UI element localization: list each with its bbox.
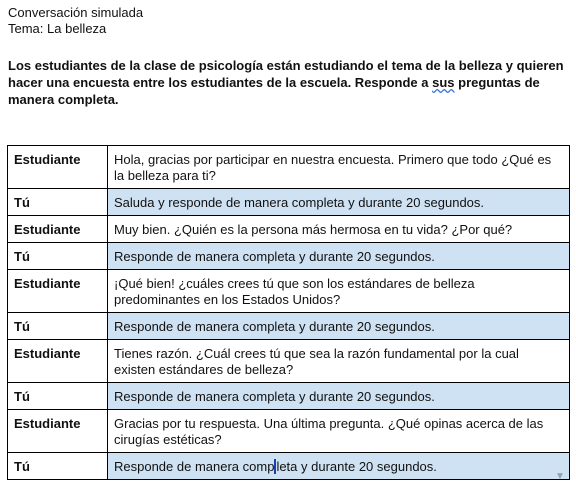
table-row — [8, 243, 570, 270]
dialog-cell[interactable]: Tienes razón. ¿Cuál crees tú que sea la razón fundamental por la cual existen estándares de belleza? — [108, 340, 570, 383]
table-row — [8, 410, 570, 453]
table-row — [8, 340, 570, 383]
speaker-cell[interactable]: Tú — [8, 189, 108, 216]
response-instruction-cell[interactable]: Saluda y responde de manera completa y durante 20 segundos. — [108, 189, 570, 216]
table-row — [8, 453, 570, 480]
table-row — [8, 313, 570, 340]
response-instruction-cell[interactable]: Responde de manera completa y durante 20 segundos. — [108, 243, 570, 270]
instructions-text-start: Los estudiantes de la clase de psicología están estudiando el tema de la belleza y quieren hacer una encuesta entre los estudiantes de la escuela. Responde a — [8, 58, 564, 90]
speaker-cell[interactable]: Estudiante — [8, 146, 108, 189]
speaker-cell[interactable]: Estudiante — [8, 216, 108, 243]
dialog-cell[interactable]: ¡Qué bien! ¿cuáles crees tú que son los estándares de belleza predominantes en los Estados Unidos? — [108, 270, 570, 313]
document-header — [8, 5, 568, 37]
speaker-cell[interactable]: Tú — [8, 243, 108, 270]
table-row — [8, 383, 570, 410]
dialog-cell[interactable]: Gracias por tu respuesta. Una última pregunta. ¿Qué opinas acerca de las cirugías estéticas? — [108, 410, 570, 453]
document-topic: Tema: La belleza — [8, 21, 107, 36]
conversation-table — [7, 145, 570, 480]
instructions-paragraph — [8, 57, 568, 108]
speaker-cell[interactable]: Tú — [8, 453, 108, 480]
spellcheck-flagged-word[interactable]: sus — [432, 75, 455, 90]
table-row — [8, 189, 570, 216]
speaker-cell[interactable]: Estudiante — [8, 410, 108, 453]
speaker-cell[interactable]: Estudiante — [8, 340, 108, 383]
instructions-text-end: preguntas de manera completa. — [8, 75, 540, 107]
document-title: Conversación simulada — [8, 5, 144, 20]
table-row — [8, 270, 570, 313]
speaker-cell[interactable]: Tú — [8, 383, 108, 410]
cell-text-before-caret: Responde de manera comp — [114, 459, 275, 474]
table-row — [8, 216, 570, 243]
response-instruction-cell[interactable]: Responde de manera completa y durante 20 segundos. — [108, 313, 570, 340]
speaker-cell[interactable]: Estudiante — [8, 270, 108, 313]
chevron-down-icon[interactable]: ▼ — [555, 471, 565, 482]
active-response-cell[interactable] — [108, 453, 570, 480]
dialog-cell[interactable]: Hola, gracias por participar en nuestra encuesta. Primero que todo ¿Qué es la belleza para ti? — [108, 146, 570, 189]
table-row — [8, 146, 570, 189]
dialog-cell[interactable]: Muy bien. ¿Quién es la persona más hermosa en tu vida? ¿Por qué? — [108, 216, 570, 243]
speaker-cell[interactable]: Tú — [8, 313, 108, 340]
response-instruction-cell[interactable]: Responde de manera completa y durante 20 segundos. — [108, 383, 570, 410]
cell-text-after-caret: leta y durante 20 segundos. — [276, 459, 437, 474]
